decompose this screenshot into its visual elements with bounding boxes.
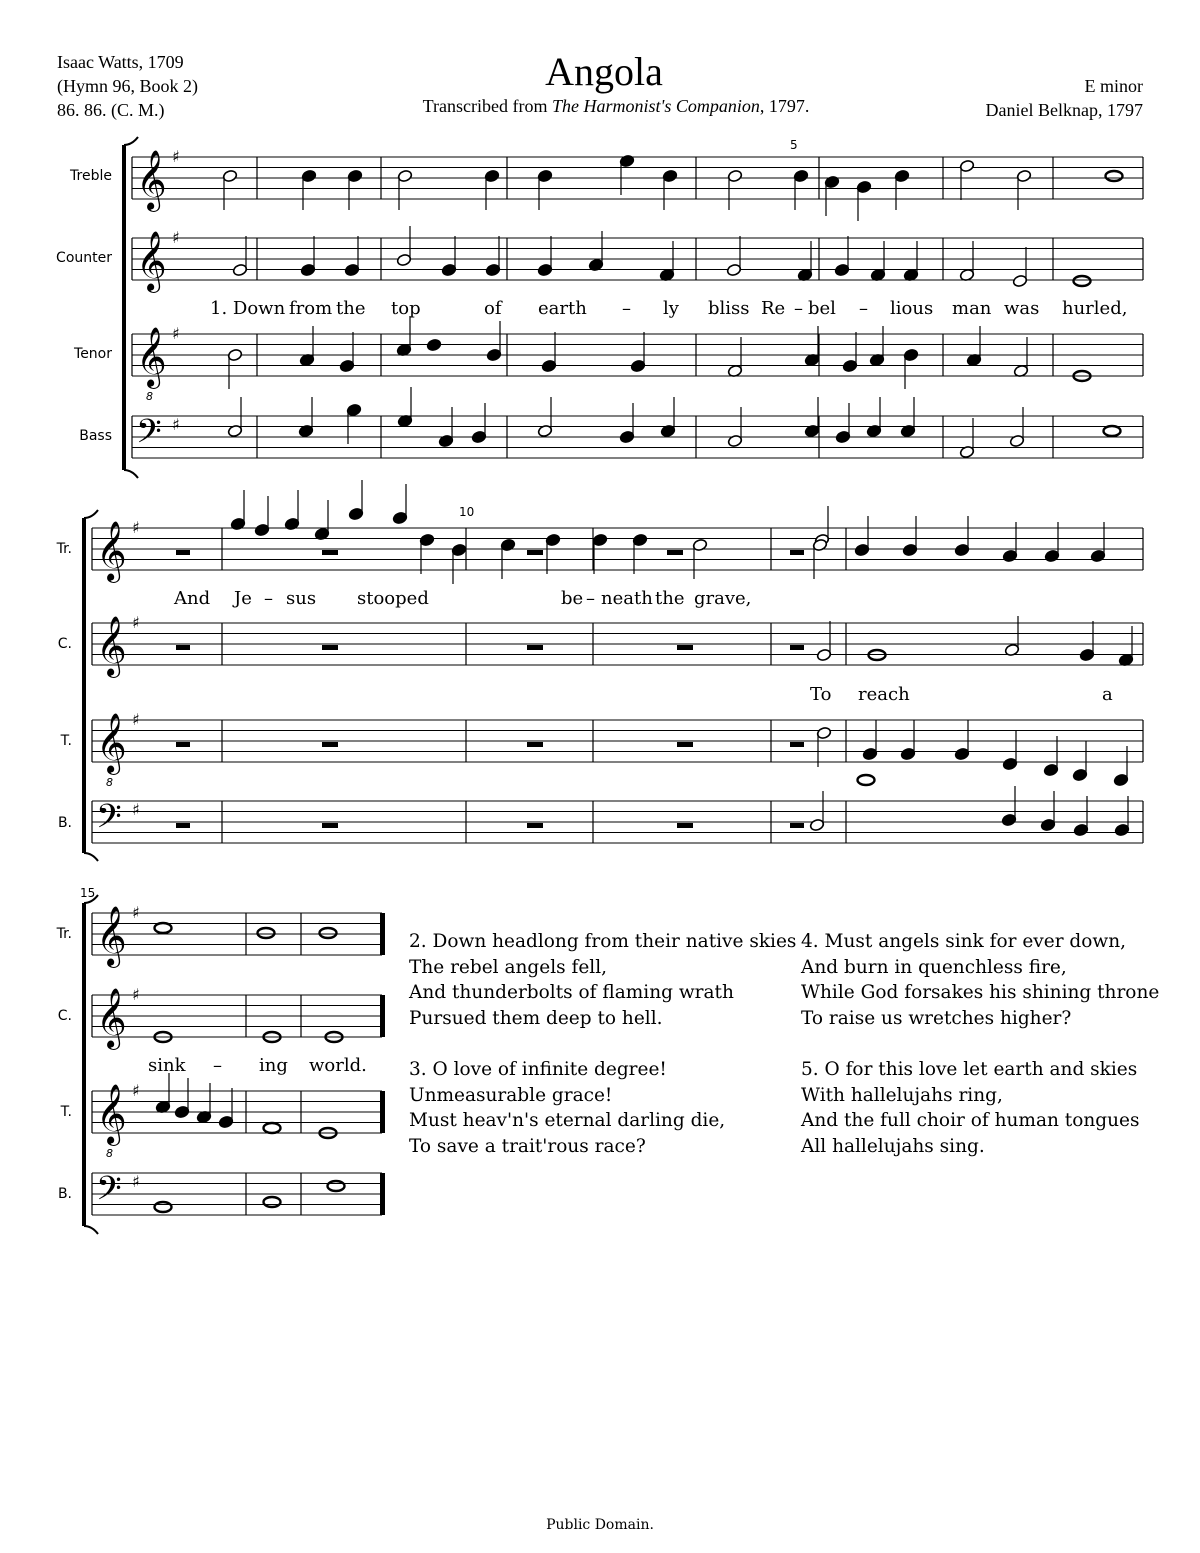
key-signature-sharp: ♯ — [132, 1081, 140, 1100]
system-bracket — [124, 137, 138, 145]
half-rest — [176, 742, 190, 747]
treble-clef: 𝄞 — [96, 713, 127, 773]
composer-credit: Daniel Belknap, 1797 — [985, 100, 1143, 120]
whole-note — [1104, 426, 1121, 436]
verse-3: 3. O love of infinite degree! Unmeasurable grace! Must heav'n's eternal darling die, To save a trait'rous race? — [409, 1059, 726, 1157]
whole-note — [155, 1202, 172, 1212]
lyric-syllable: bel — [808, 298, 836, 319]
key-signature-sharp: ♯ — [132, 985, 140, 1004]
key-signature-sharp: ♯ — [172, 228, 180, 247]
final-barline — [380, 913, 385, 955]
whole-rest — [527, 645, 543, 650]
octave-marker: 8 — [146, 390, 153, 403]
lyric-syllable: And — [174, 588, 211, 609]
treble-clef: 𝄞 — [136, 327, 167, 387]
whole-rest — [677, 823, 693, 828]
lyric-syllable: bliss — [708, 298, 750, 319]
key-signature-sharp: ♯ — [132, 903, 140, 922]
treble-clef: 𝄞 — [96, 906, 127, 966]
key-signature-sharp: ♯ — [172, 324, 180, 343]
treble-clef: 𝄞 — [96, 521, 127, 581]
final-barline — [380, 1091, 385, 1133]
lyric-syllable: – — [213, 1055, 222, 1076]
subtitle-book: The Harmonist's Companion — [551, 96, 760, 116]
lyric-syllable: world. — [309, 1055, 367, 1076]
whole-note — [155, 923, 172, 933]
system-bracket — [124, 470, 138, 478]
whole-note — [1106, 171, 1123, 181]
whole-note — [858, 775, 875, 785]
key-signature-sharp: ♯ — [132, 518, 140, 537]
lyric-syllable: ing — [259, 1055, 288, 1076]
lyric-syllable: Je — [234, 588, 252, 609]
half-rest — [176, 645, 190, 650]
lyric-syllable: – — [586, 588, 595, 609]
subtitle-pre: Transcribed from — [422, 96, 552, 116]
verse-5: 5. O for this love let earth and skies With hallelujahs ring, And the full choir of human tongues All hallelujahs sing. — [801, 1059, 1140, 1157]
whole-rest — [527, 742, 543, 747]
measure-number: 15 — [80, 886, 96, 900]
whole-rest — [527, 823, 543, 828]
lyric-syllable: 1. Down — [210, 298, 286, 319]
lyric-syllable: man — [952, 298, 992, 319]
lyric-syllable: the — [336, 298, 366, 319]
part-label-counter-short-3: C. — [57, 1008, 72, 1024]
subtitle-post: , 1797. — [759, 96, 810, 116]
hymn-source: (Hymn 96, Book 2) — [57, 76, 198, 96]
meter: 86. 86. (C. M.) — [57, 100, 165, 120]
lyric-syllable: of — [484, 298, 502, 319]
lyric-syllable: – — [622, 298, 631, 319]
key-signature-sharp: ♯ — [132, 613, 140, 632]
part-label-bass-short-3: B. — [57, 1186, 72, 1202]
part-label-treble-short: Tr. — [56, 541, 72, 557]
poet-credit: Isaac Watts, 1709 — [57, 52, 184, 72]
lyric-syllable: lious — [890, 298, 934, 319]
whole-rest — [322, 645, 338, 650]
notehead — [426, 338, 441, 351]
treble-clef: 𝄞 — [96, 988, 127, 1048]
whole-rest — [677, 742, 693, 747]
part-label-counter-short: C. — [57, 636, 72, 652]
system-bracket — [84, 895, 98, 903]
lyric-syllable: stooped — [357, 588, 429, 609]
lyric-syllable: sus — [286, 588, 317, 609]
half-rest — [176, 823, 190, 828]
treble-clef: 𝄞 — [136, 231, 167, 291]
lyric-syllable: grave, — [694, 588, 752, 609]
lyric-syllable: hurled, — [1062, 298, 1128, 319]
whole-rest — [527, 550, 543, 555]
lyric-syllable: top — [391, 298, 421, 319]
page-title: Angola — [545, 49, 663, 94]
lyric-syllable: ly — [663, 298, 679, 319]
whole-rest — [322, 550, 338, 555]
bass-clef: 𝄢 — [96, 798, 122, 844]
part-label-treble: Treble — [70, 168, 112, 184]
part-label-counter: Counter — [56, 250, 112, 266]
lyric-syllable: was — [1004, 298, 1040, 319]
key-signature-sharp: ♯ — [172, 415, 180, 434]
whole-rest — [667, 550, 683, 555]
lyric-syllable: To — [810, 684, 832, 705]
part-label-tenor: Tenor — [74, 346, 112, 362]
whole-note — [320, 928, 337, 938]
bass-clef: 𝄢 — [136, 413, 162, 459]
whole-rest — [322, 823, 338, 828]
measure-number: 5 — [790, 138, 798, 152]
lyric-syllable: from — [289, 298, 333, 319]
system-bracket — [84, 1226, 98, 1234]
system-bracket — [84, 853, 98, 861]
part-label-bass: Bass — [79, 428, 112, 444]
half-rest — [176, 550, 190, 555]
whole-note — [264, 1123, 281, 1133]
lyric-syllable: earth — [538, 298, 587, 319]
half-rest — [790, 550, 804, 555]
lyric-syllable: neath — [601, 588, 653, 609]
part-label-bass-short: B. — [57, 815, 72, 831]
key-signature-sharp: ♯ — [172, 147, 180, 166]
lyric-syllable: – — [794, 298, 803, 319]
part-label-treble-short-3: Tr. — [56, 926, 72, 942]
lyric-syllable: – — [859, 298, 868, 319]
whole-rest — [322, 742, 338, 747]
lyric-syllable: reach — [858, 684, 910, 705]
half-rest — [790, 645, 804, 650]
verse-2: 2. Down headlong from their native skies The rebel angels fell, And thunderbolts of flaming wrath Pursued them deep to hell. — [409, 931, 797, 1029]
treble-clef: 𝄞 — [96, 1084, 127, 1144]
lyric-syllable: – — [264, 588, 273, 609]
lyric-syllable: the — [655, 588, 685, 609]
part-label-tenor-short: T. — [60, 733, 72, 749]
system-bracket — [84, 510, 98, 518]
half-rest — [790, 823, 804, 828]
bass-clef: 𝄢 — [96, 1170, 122, 1216]
measure-number: 10 — [459, 505, 475, 519]
part-label-tenor-short-3: T. — [60, 1104, 72, 1120]
lyric-syllable: a — [1102, 684, 1113, 705]
lyric-syllable: be — [561, 588, 584, 609]
lyric-syllable: sink — [148, 1055, 186, 1076]
verse-4: 4. Must angels sink for ever down, And burn in quenchless fire, While God forsakes his shining throne To raise us wretches higher? — [801, 931, 1160, 1029]
treble-clef: 𝄞 — [96, 616, 127, 676]
half-rest — [790, 742, 804, 747]
octave-marker: 8 — [106, 776, 113, 789]
whole-note — [258, 928, 275, 938]
treble-clef: 𝄞 — [136, 150, 167, 210]
octave-marker: 8 — [106, 1147, 113, 1160]
lyric-syllable: Re — [761, 298, 786, 319]
final-barline — [380, 995, 385, 1037]
footer-license: Public Domain. — [546, 1517, 654, 1533]
whole-note — [264, 1197, 281, 1207]
key-signature-sharp: ♯ — [132, 1172, 140, 1191]
final-barline — [380, 1173, 385, 1215]
key-signature-sharp: ♯ — [132, 800, 140, 819]
whole-note — [1074, 276, 1091, 286]
whole-rest — [677, 645, 693, 650]
key-signature-label: E minor — [1084, 76, 1143, 96]
whole-note — [328, 1181, 345, 1191]
key-signature-sharp: ♯ — [132, 710, 140, 729]
